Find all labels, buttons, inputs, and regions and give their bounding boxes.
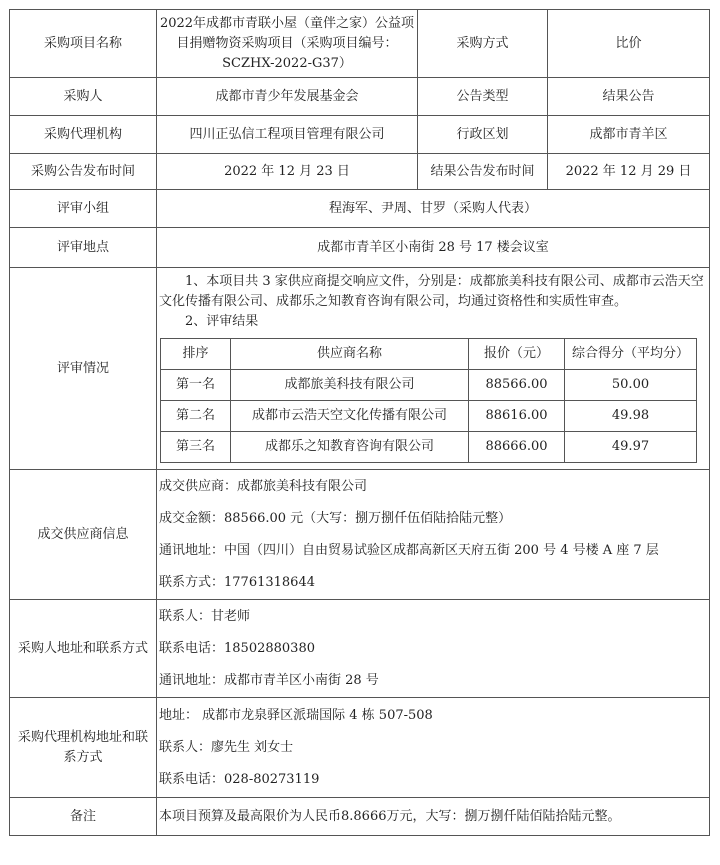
review-situation-cell — [157, 268, 710, 470]
result-supplier: 成都旅美科技有限公司 — [231, 370, 469, 401]
result-rank: 第二名 — [161, 401, 231, 432]
district-label: 行政区划 — [418, 116, 548, 154]
review-panel-label: 评审小组 — [10, 190, 157, 228]
publish-date-label: 采购公告发布时间 — [10, 154, 157, 190]
result-score: 50.00 — [565, 370, 697, 401]
agency-contact-person: 联系人：廖先生 刘女士 — [159, 739, 294, 755]
result-price: 88666.00 — [469, 432, 565, 463]
remarks-value: 本项目预算及最高限价为人民币8.8666万元，大写：捌万捌仟陆佰陆拾陆元整。 — [157, 798, 710, 836]
result-score: 49.98 — [565, 401, 697, 432]
result-date-value: 2022 年 12 月 29 日 — [548, 154, 710, 190]
notice-type-label: 公告类型 — [418, 78, 548, 116]
winner-supplier: 成交供应商：成都旅美科技有限公司 — [159, 478, 368, 494]
results-header-price: 报价（元） — [469, 339, 565, 370]
result-rank: 第三名 — [161, 432, 231, 463]
result-date-label: 结果公告发布时间 — [418, 154, 548, 190]
project-name-label: 采购项目名称 — [10, 10, 157, 78]
remarks-label: 备注 — [10, 798, 157, 836]
project-name-value: 2022年成都市青联小屋（童伴之家）公益项目捐赠物资采购项目（采购项目编号：SCZHX-2022-G37） — [157, 10, 418, 78]
purchaser-contact-address: 通讯地址：成都市青羊区小南街 28 号 — [159, 672, 379, 688]
review-location-value: 成都市青羊区小南街 28 号 17 楼会议室 — [157, 228, 710, 268]
results-table — [160, 338, 697, 463]
winner-amount: 成交金额：88566.00 元（大写：捌万捌仟伍佰陆拾陆元整） — [159, 510, 512, 526]
review-para-2: 2、评审结果 — [185, 314, 259, 329]
review-para-1: 1、本项目共 3 家供应商提交响应文件，分别是：成都旅美科技有限公司、成都市云浩天空文化传播有限公司、成都乐之知教育咨询有限公司，均通过资格性和实质性审查。 — [159, 274, 704, 309]
table-row — [161, 432, 697, 463]
method-value: 比价 — [548, 10, 710, 78]
purchaser-contact-person: 联系人：甘老师 — [159, 608, 251, 624]
method-label: 采购方式 — [418, 10, 548, 78]
agency-contact-address: 地址： 成都市龙泉驿区派瑞国际 4 栋 507-508 — [159, 707, 433, 723]
purchaser-contact-cell — [157, 600, 710, 698]
purchaser-contact-label: 采购人地址和联系方式 — [10, 600, 157, 698]
result-rank: 第一名 — [161, 370, 231, 401]
result-price: 88566.00 — [469, 370, 565, 401]
winner-label: 成交供应商信息 — [10, 470, 157, 600]
agency-label: 采购代理机构 — [10, 116, 157, 154]
notice-table — [9, 9, 710, 836]
results-header-row — [161, 339, 697, 370]
district-value: 成都市青羊区 — [548, 116, 710, 154]
result-score: 49.97 — [565, 432, 697, 463]
review-location-label: 评审地点 — [10, 228, 157, 268]
result-supplier: 成都乐之知教育咨询有限公司 — [231, 432, 469, 463]
review-situation-label: 评审情况 — [10, 268, 157, 470]
publish-date-value: 2022 年 12 月 23 日 — [157, 154, 418, 190]
review-panel-value: 程海军、尹周、甘罗（采购人代表） — [157, 190, 710, 228]
notice-type-value: 结果公告 — [548, 78, 710, 116]
winner-contact: 联系方式：17761318644 — [159, 574, 315, 590]
purchaser-contact-phone: 联系电话：18502880380 — [159, 640, 315, 656]
results-header-rank: 排序 — [161, 339, 231, 370]
results-header-score: 综合得分（平均分） — [565, 339, 697, 370]
results-header-supplier: 供应商名称 — [231, 339, 469, 370]
result-price: 88616.00 — [469, 401, 565, 432]
agency-contact-phone: 联系电话：028-80273119 — [159, 771, 320, 787]
result-supplier: 成都市云浩天空文化传播有限公司 — [231, 401, 469, 432]
agency-contact-label: 采购代理机构地址和联系方式 — [10, 698, 157, 798]
agency-value: 四川正弘信工程项目管理有限公司 — [157, 116, 418, 154]
purchaser-value: 成都市青少年发展基金会 — [157, 78, 418, 116]
table-row — [161, 401, 697, 432]
agency-contact-cell — [157, 698, 710, 798]
winner-address: 通讯地址：中国（四川）自由贸易试验区成都高新区天府五街 200 号 4 号楼 A 座 7 层 — [159, 542, 659, 558]
table-row — [161, 370, 697, 401]
purchaser-label: 采购人 — [10, 78, 157, 116]
winner-info-cell — [157, 470, 710, 600]
